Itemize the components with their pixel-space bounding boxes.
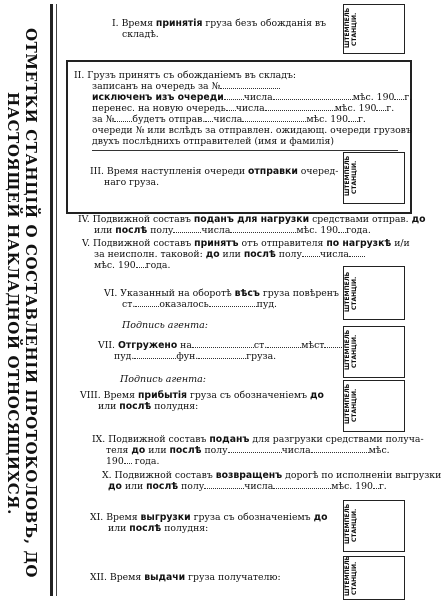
stamp-label-12: ШТЕМПЕЛЬ СТАНЦІИ. — [344, 555, 358, 596]
section-1: I. Время принятія груза безъ обожданія въ складѣ. — [112, 18, 327, 40]
section-2-line — [92, 150, 398, 151]
section-12: XII. Время выдачи груза получателю: — [90, 572, 281, 583]
left-divider — [50, 4, 53, 596]
side-title: ОТМЕТКИ СТАНЦІЙ О СОСТАВЛЕНІИ ПРОТОКОЛОВЪ, ДО НАСТОЯЩЕЙ НАКЛАДНОЙ ОТНОСЯЩИХСЯ. — [4, 27, 40, 579]
stamp-label-1: ШТЕМПЕЛЬ СТАНЦІИ. — [344, 7, 358, 48]
section-5: V. Подвижной составъ принятъ отъ отправителя по нагрузкѣ и/и за неисполн. таковой: до или послѣ полу числа мѣс. 190 года. — [82, 238, 410, 271]
agent-signature-label-1: Подпись агента: — [122, 320, 208, 331]
section-2: II. Грузъ принятъ съ обожданіемъ въ складъ: записанъ на очередь за № исключенъ изъ очереди числа мѣс. 190 г. перенес. на новую очередь числа мѣс. 190 г. за № будетъ отправ. числа мѣс. 190 г. очереди № или вслѣдъ за отправлен. ожидающ. очереди грузовъ двухъ послѣднихъ отправителей (имя и фамилія) — [74, 70, 413, 147]
stamp-label-11: ШТЕМПЕЛЬ СТАНЦІИ. — [344, 503, 358, 544]
section-4: IV. Подвижной составъ поданъ для нагрузки средствами отправ. до или послѣ полу числа мѣс. 190 года. — [78, 214, 426, 236]
agent-signature-label-2: Подпись агента: — [120, 374, 206, 385]
left-divider-thin — [56, 4, 57, 596]
stamp-label-7: ШТЕМПЕЛЬ СТАНЦІИ. — [344, 329, 358, 370]
section-7: VII. Отгружено на ст. мѣст пуд. фун. груза. — [98, 340, 346, 362]
section-10: X. Подвижной составъ возвращенъ дорогѣ по исполненіи выгрузки до или послѣ полу числа мѣс. 190 г. — [102, 470, 441, 492]
section-11: XI. Время выгрузки груза съ обозначеніемъ до или послѣ полудня: — [90, 512, 328, 534]
section-9: IX. Подвижной составъ поданъ для разгрузки средствами получа- теля до или послѣ полу числа мѣс. 190 года. — [92, 434, 424, 467]
section-6: VI. Указанный на оборотѣ вѣсъ груза повѣренъ ст. оказалось пуд. — [104, 288, 339, 310]
section-8: VIII. Время прибытія груза съ обозначеніемъ до или послѣ полудня: — [80, 390, 324, 412]
stamp-label-3: ШТЕМПЕЛЬ СТАНЦІИ. — [344, 155, 358, 196]
section-3: III. Время наступленія очереди отправки очеред- наго груза. — [90, 166, 339, 188]
stamp-label-8: ШТЕМПЕЛЬ СТАНЦІИ. — [344, 383, 358, 424]
stamp-label-6: ШТЕМПЕЛЬ СТАНЦІИ. — [344, 271, 358, 312]
